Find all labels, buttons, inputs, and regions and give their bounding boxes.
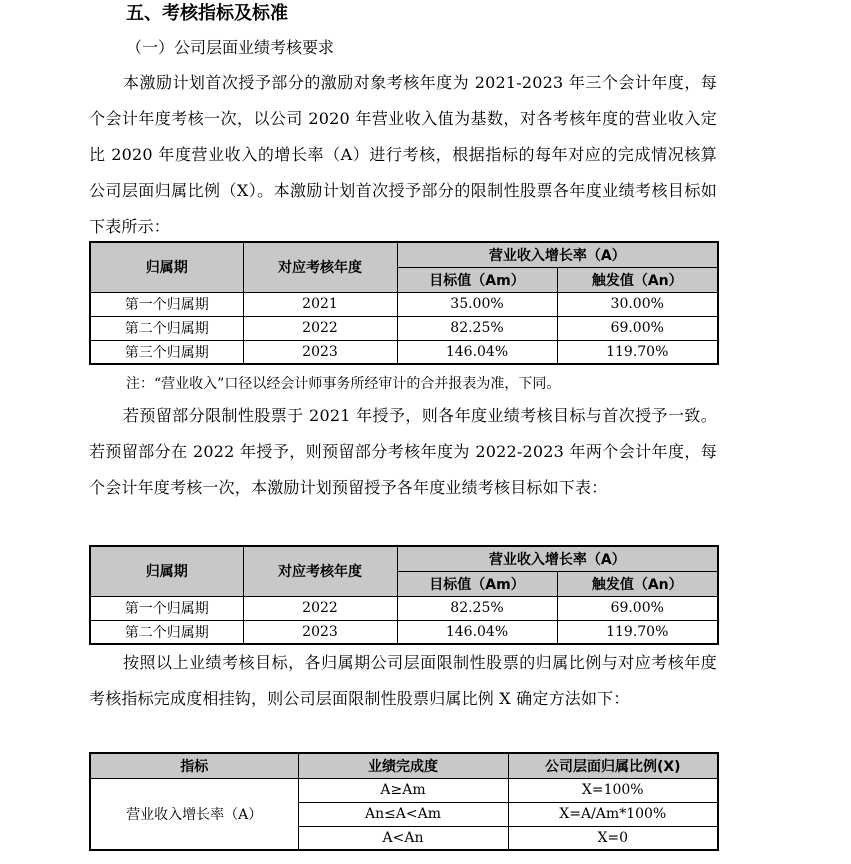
table-row (90, 340, 718, 364)
section-title: 五、考核指标及标准 (126, 3, 288, 24)
table-row (90, 316, 718, 340)
cell-target: 82.25% (397, 316, 557, 340)
paragraph-first-grant: 本激励计划首次授予部分的激励对象考核年度为 2021-2023 年三个会计年度，每个会计年度考核一次，以公司 2020 年营业收入值为基数，对各考核年度的营业收入定比 2020 年度营业收入的增长率（A）进行考核，根据指标的每年对应的完成情况核算公司层面归属比例（X）。本激励计划首次授予部分的限制性股票各年度业绩考核目标如下表所示： (89, 73, 717, 236)
cell-trigger: 69.00% (557, 596, 718, 620)
table-header-year: 对应考核年度 (243, 242, 397, 292)
paragraph-ratio-method: 按照以上业绩考核目标，各归属期公司层面限制性股票的归属比例与对应考核年度考核指标完成度相挂钩，则公司层面限制性股票归属比例 X 确定方法如下： (89, 653, 717, 708)
table-header-completion: 业绩完成度 (298, 753, 508, 778)
table-header-trigger: 触发值（An） (557, 571, 718, 596)
table-note: 注：“营业收入”口径以经会计师事务所经审计的合并报表为准，下同。 (126, 376, 561, 392)
cell-ratio: X=100% (508, 778, 718, 802)
cell-indicator: 营业收入增长率（A） (90, 778, 298, 850)
table-header-target: 目标值（Am） (397, 571, 557, 596)
cell-ratio: X=0 (508, 826, 718, 850)
table-header-growth: 营业收入增长率（A） (397, 546, 718, 571)
table-header-ratio: 公司层面归属比例(X) (508, 753, 718, 778)
cell-target: 146.04% (397, 620, 557, 644)
table-header-trigger: 触发值（An） (557, 267, 718, 292)
cell-period: 第一个归属期 (90, 596, 243, 620)
cell-trigger: 119.70% (557, 620, 718, 644)
cell-completion: A≥Am (298, 778, 508, 802)
cell-year: 2022 (243, 596, 397, 620)
cell-target: 35.00% (397, 292, 557, 316)
table-header-indicator: 指标 (90, 753, 298, 778)
table-header-period: 归属期 (90, 546, 243, 596)
subsection-title: （一）公司层面业绩考核要求 (126, 38, 335, 57)
table-header-period: 归属期 (90, 242, 243, 292)
cell-year: 2022 (243, 316, 397, 340)
cell-period: 第一个归属期 (90, 292, 243, 316)
cell-ratio: X=A/Am*100% (508, 802, 718, 826)
table-row (90, 620, 718, 644)
cell-trigger: 119.70% (557, 340, 718, 364)
cell-trigger: 69.00% (557, 316, 718, 340)
table-row (90, 292, 718, 316)
paragraph-reserved-grant: 若预留部分限制性股票于 2021 年授予，则各年度业绩考核目标与首次授予一致。若预留部分在 2022 年授予，则预留部分考核年度为 2022-2023 年两个会计年度，每个会计年度考核一次，本激励计划预留授予各年度业绩考核目标如下表： (89, 406, 717, 497)
first-grant-target-table (89, 241, 719, 365)
cell-year: 2023 (243, 620, 397, 644)
ratio-method-table (89, 752, 719, 851)
table-header-target: 目标值（Am） (397, 267, 557, 292)
cell-target: 146.04% (397, 340, 557, 364)
cell-year: 2021 (243, 292, 397, 316)
table-row (90, 596, 718, 620)
cell-completion: A<An (298, 826, 508, 850)
cell-period: 第二个归属期 (90, 316, 243, 340)
reserved-grant-target-table (89, 545, 719, 645)
table-row (90, 778, 718, 802)
cell-completion: An≤A<Am (298, 802, 508, 826)
cell-period: 第二个归属期 (90, 620, 243, 644)
table-header-growth: 营业收入增长率（A） (397, 242, 718, 267)
table-header-year: 对应考核年度 (243, 546, 397, 596)
cell-year: 2023 (243, 340, 397, 364)
cell-trigger: 30.00% (557, 292, 718, 316)
cell-target: 82.25% (397, 596, 557, 620)
cell-period: 第三个归属期 (90, 340, 243, 364)
